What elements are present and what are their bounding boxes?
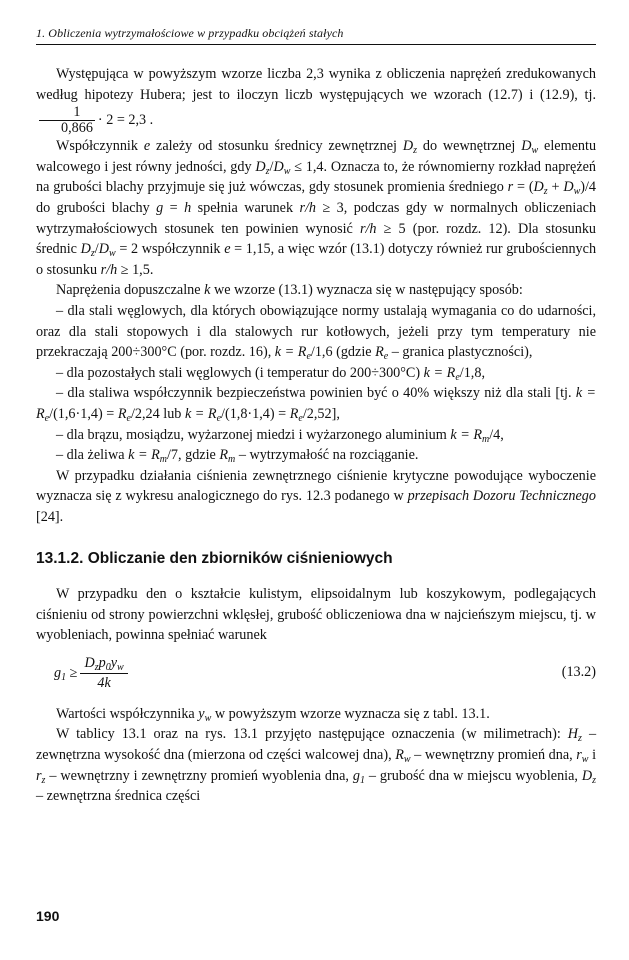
body-text xyxy=(36,64,596,807)
symbol-dz: D xyxy=(255,158,266,175)
fraction-denominator: 0,866 xyxy=(39,120,95,136)
subscript: e xyxy=(306,351,311,363)
symbol-g: g xyxy=(156,199,164,216)
paragraph-text: Występująca w powyższym wzorze liczba 2,3 wynika z obliczenia naprężeń zredukowanych według hipotezy Hubera; jest to iloczyn liczb występujących we wzorach (12.7) i (12.9), tj. xyxy=(36,66,596,103)
text: /(1,6·1,4) = xyxy=(49,405,115,422)
paragraph-hubera xyxy=(36,64,596,136)
list-item xyxy=(36,425,596,446)
running-header: 1. Obliczenia wytrzymałościowe w przypadku obciążeń stałych xyxy=(36,26,596,45)
text: /7, gdzie xyxy=(166,447,216,464)
text: /2,24 lub xyxy=(130,405,182,422)
paragraph-coefficient-y xyxy=(36,704,596,725)
text: – dla brązu, mosiądzu, wyżarzonej miedzi i wyżarzonego aluminium xyxy=(56,426,447,443)
subscript: z xyxy=(592,774,597,786)
section-number: 13.1.2. xyxy=(36,550,84,568)
symbol-r: r xyxy=(36,767,42,784)
subscript: z xyxy=(543,186,548,198)
symbol-dw: D xyxy=(273,158,284,175)
equation-fraction xyxy=(80,654,127,693)
subscript: z xyxy=(578,733,582,745)
text: /2,52], xyxy=(302,405,340,422)
text: = 1,15, a więc wzór (13.1) dotyczy również rur grubościennych o stosunku xyxy=(36,241,597,278)
symbol-re: R xyxy=(289,405,299,422)
text: W przypadku den o kształcie kulistym, elipsoidalnym lub koszykowym, podlegających ciśnieniu od strony powierzchni wklęsłej, grubość obliczeniowa dna w najcieńszym miejscu, tj. w wyobleniach, powinna spełniać warunek xyxy=(36,586,596,644)
text: = 2 współczynnik xyxy=(119,241,221,258)
symbol-re: R xyxy=(36,405,45,422)
symbol-dz: D xyxy=(80,241,91,258)
symbol-dw: D xyxy=(563,179,574,196)
fraction-numerator: 1 xyxy=(73,104,81,121)
subscript: w xyxy=(117,661,124,673)
symbol-re: R xyxy=(375,344,384,361)
text: – grubość dna w miejscu wyoblenia, xyxy=(368,767,578,784)
subscript: 1 xyxy=(359,774,365,786)
symbol-r-over-h: r/h xyxy=(299,199,317,216)
subscript: z xyxy=(413,145,417,157)
symbol-k: k = xyxy=(423,364,444,381)
subscript: m xyxy=(482,433,490,445)
text: we wzorze (13.1) wyznacza się w następujący sposób: xyxy=(213,282,523,299)
subscript: e xyxy=(298,412,303,424)
equation-formula xyxy=(54,654,128,693)
symbol-h: h xyxy=(184,199,192,216)
subscript: m xyxy=(159,454,167,466)
symbol-rm: R xyxy=(151,447,160,464)
subscript: e xyxy=(126,412,131,424)
subscript: w xyxy=(581,754,589,766)
symbol-r: R xyxy=(395,747,404,764)
text: ≥ 1,5. xyxy=(120,261,154,278)
text: do wewnętrznej xyxy=(422,138,516,155)
paragraph-external-pressure xyxy=(36,466,596,528)
text: – wytrzymałość na rozciąganie. xyxy=(238,447,419,464)
text: / xyxy=(94,241,99,258)
text: / xyxy=(269,158,274,175)
text: Naprężenia dopuszczalne xyxy=(56,282,201,299)
text: W tablicy 13.1 oraz na rys. 13.1 przyjęto następujące oznaczenia (w milimetrach): xyxy=(56,726,561,743)
subscript: w xyxy=(204,712,212,724)
symbol-g: g xyxy=(352,767,360,784)
section-heading xyxy=(36,549,596,570)
text: /(1,8·1,4) = xyxy=(221,405,287,422)
list-item xyxy=(36,383,596,424)
symbol-k: k = xyxy=(575,385,597,402)
equation-numerator xyxy=(80,654,127,673)
symbol-k: k = xyxy=(128,447,148,464)
text: zależy od stosunku średnicy zewnętrznej xyxy=(156,138,397,155)
text: – zewnętrzna wysokość dna (mierzona od części walcowej dna), xyxy=(36,726,597,764)
text: = xyxy=(169,199,178,216)
text: – dla pozostałych stali węglowych (i temperatur do 200÷300°C) xyxy=(56,364,421,381)
text: Współczynnik xyxy=(56,138,138,155)
text: spełnia warunek xyxy=(197,199,294,216)
symbol-r-over-h: r/h xyxy=(100,261,118,278)
section-title: Obliczanie den zbiorników ciśnieniowych xyxy=(87,550,393,568)
symbol-dw: D xyxy=(98,241,109,258)
symbol-e: e xyxy=(224,241,231,258)
symbol-r-over-h: r/h xyxy=(359,220,377,237)
symbol-k: k = xyxy=(274,344,295,361)
text: – zewnętrzna średnica części xyxy=(36,788,201,805)
subscript: w xyxy=(531,145,539,157)
list-item xyxy=(36,363,596,384)
symbol-dz: D xyxy=(581,767,593,784)
symbol-re: R xyxy=(207,405,217,422)
text: w powyższym wzorze wyznacza się z tabl. 13.1. xyxy=(214,705,490,722)
symbol-re: R xyxy=(117,405,127,422)
text: y xyxy=(110,654,117,671)
text: ≥ 3, podczas gdy w normalnych obliczeniach wytrzymałościowych stosunek ten powinien wynosić xyxy=(36,199,597,237)
subscript: e xyxy=(216,412,222,424)
symbol-dz: D xyxy=(533,179,544,196)
symbol-r: r xyxy=(576,747,582,764)
subscript: w xyxy=(283,165,291,177)
text: elementu walcowego i jest równy jedności, gdy xyxy=(36,138,597,175)
equation-lhs: g xyxy=(54,664,62,681)
equation-denominator: 4k xyxy=(80,673,127,693)
equation-relation: ≥ xyxy=(69,664,78,681)
subscript: z xyxy=(94,661,99,673)
subscript: w xyxy=(403,754,411,766)
subscript: w xyxy=(573,186,581,198)
symbol-h: H xyxy=(567,726,579,743)
symbol-re: R xyxy=(446,364,456,381)
paragraph-domed-ends xyxy=(36,584,596,646)
text: )/4 do grubości blachy xyxy=(36,179,597,216)
symbol-k: k = xyxy=(450,426,470,443)
text: – wewnętrzny i zewnętrzny promień wyoblenia dna, xyxy=(49,767,349,784)
text: Wartości współczynnika xyxy=(56,705,195,722)
text: = ( xyxy=(517,179,534,196)
text: przepisach Dozoru Technicznego xyxy=(407,488,596,505)
symbol-rm: R xyxy=(473,426,482,443)
subscript: w xyxy=(109,248,116,260)
paragraph-notation xyxy=(36,724,596,806)
text: – granica plastyczności), xyxy=(391,344,533,361)
page-number: 190 xyxy=(36,908,60,924)
equation-number: (13.2) xyxy=(561,663,596,680)
symbol-k: k xyxy=(204,282,211,299)
text: ≥ 5 (por. rozdz. 12). Dla stosunku średnic xyxy=(36,220,597,258)
symbol-y: y xyxy=(198,705,205,722)
subscript: e xyxy=(455,371,460,383)
text: – wewnętrzny promień dna, xyxy=(414,747,573,764)
symbol-e: e xyxy=(143,138,151,155)
text: – dla żeliwa xyxy=(56,447,125,464)
subscript: e xyxy=(383,351,389,363)
symbol-dz: D xyxy=(402,138,414,155)
subscript: e xyxy=(44,412,50,424)
text: [24]. xyxy=(36,508,64,525)
list-item xyxy=(36,301,596,363)
subscript: 0 xyxy=(105,661,111,673)
text: W przypadku działania ciśnienia zewnętrznego ciśnienie krytyczne powodujące wyboczenie wyznacza się z wykresu analogicznego do rys. 12.3 podanego w xyxy=(36,467,596,505)
symbol-r: r xyxy=(507,179,514,196)
subscript: z xyxy=(265,165,270,177)
symbol-dw: D xyxy=(521,138,532,155)
subscript: z xyxy=(41,774,46,786)
subscript: 1 xyxy=(61,671,67,683)
text: /4, xyxy=(489,426,504,443)
fraction xyxy=(39,105,95,136)
text: D xyxy=(84,654,95,671)
text: + xyxy=(551,179,560,196)
subscript: z xyxy=(90,248,95,260)
symbol-rm: R xyxy=(219,447,229,464)
symbol-re: R xyxy=(297,344,307,361)
text: ≤ 1,4. Oznacza to, że równomierny rozkład naprężeń na grubości blachy przyjmuje się już wówczas, gdy stosunek promienia średniego xyxy=(36,158,597,196)
list-item xyxy=(36,445,596,466)
text: – dla stali węglowych, dla których obowiązujące normy ustalają wymagania co do udarności, oraz dla stali stopowych i dla stalowych rur kotłowych, jeżeli przy tym temperatury nie przekraczają 200÷300°C (por. rozdz. 16), xyxy=(36,302,596,361)
subscript: m xyxy=(228,454,236,466)
text: – dla staliwa współczynnik bezpieczeństwa powinien być o 40% większy niż dla stali [tj. xyxy=(56,385,572,402)
text: p xyxy=(98,654,106,671)
document-page xyxy=(36,0,596,960)
text: /1,8, xyxy=(459,364,485,381)
text: i xyxy=(592,747,597,764)
equation-13-2 xyxy=(36,648,596,700)
symbol-k: k = xyxy=(184,405,205,422)
paragraph-text: · 2 = 2,3 . xyxy=(97,111,154,128)
paragraph-allowable-stress xyxy=(36,280,596,301)
text: /1,6 (gdzie xyxy=(310,344,372,361)
paragraph-coefficient-e xyxy=(36,136,596,280)
